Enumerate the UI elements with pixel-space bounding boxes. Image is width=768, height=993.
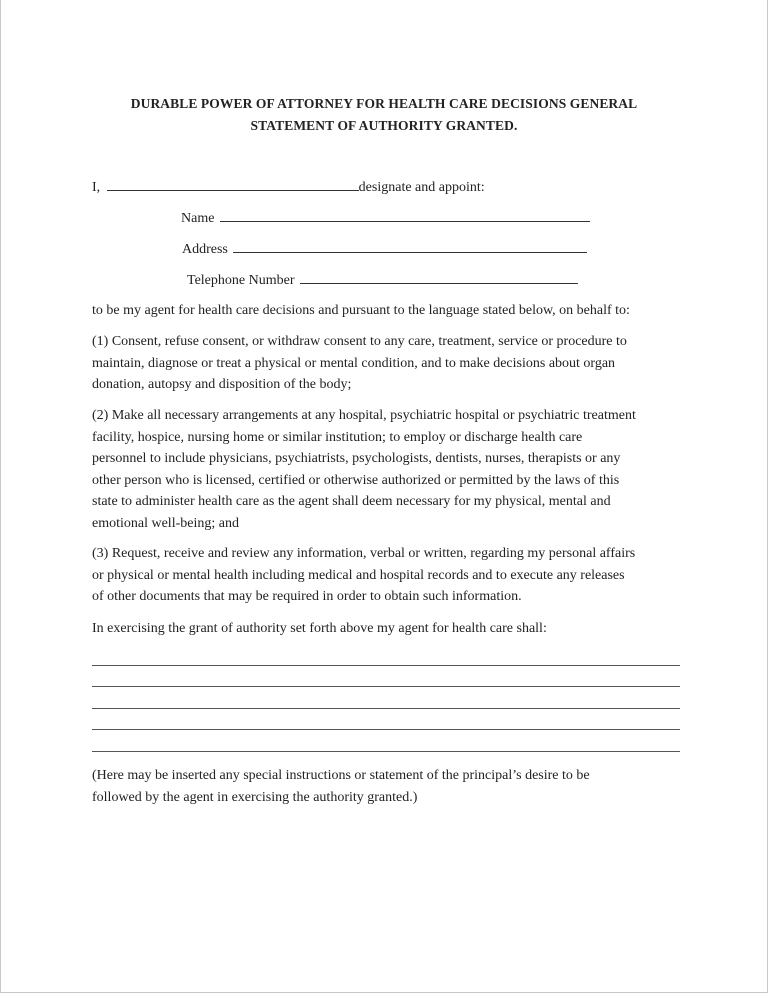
title-line-1: DURABLE POWER OF ATTORNEY FOR HEALTH CARE DECISIONS GENERAL — [130, 96, 638, 111]
instruction-line-5[interactable] — [92, 751, 680, 752]
instruction-line-1[interactable] — [92, 665, 680, 666]
clause-1-line: maintain, diagnose or treat a physical or mental condition, and to make decisions about organ — [92, 355, 616, 371]
intro-paragraph — [92, 300, 692, 322]
instruction-line-4[interactable] — [92, 729, 680, 730]
clause-1 — [92, 331, 692, 396]
title-line-2: STATEMENT OF AUTHORITY GRANTED. — [250, 118, 518, 133]
agent-name-label: Name — [181, 211, 215, 226]
instruction-line-2[interactable] — [92, 686, 680, 687]
clause-2-line: facility, hospice, nursing home or similar institution; to employ or discharge health care — [92, 429, 583, 445]
designation-suffix: designate and appoint: — [358, 180, 485, 195]
clause-2 — [92, 405, 692, 534]
designation-prefix: I, — [92, 180, 101, 195]
agent-address-label: Address — [182, 242, 228, 257]
clause-2-line: (2) Make all necessary arrangements at any hospital, psychiatric hospital or psychiatric treatment — [92, 408, 636, 423]
note-line: (Here may be inserted any special instructions or statement of the principal’s desire to be — [92, 768, 590, 783]
principal-name-field[interactable] — [107, 178, 359, 191]
clause-3-line: (3) Request, receive and review any information, verbal or written, regarding my personal affairs — [92, 546, 636, 561]
clause-2-line: other person who is licensed, certified or otherwise authorized or permitted by the laws of this — [92, 472, 620, 488]
agent-telephone-label: Telephone Number — [187, 273, 295, 288]
intro-text: to be my agent for health care decisions and pursuant to the language stated below, on behalf to: — [92, 303, 630, 318]
agent-telephone-row — [187, 271, 578, 289]
clause-1-line: donation, autopsy and disposition of the body; — [92, 377, 352, 392]
document-title — [1, 93, 767, 137]
clause-3 — [92, 543, 692, 608]
clause-2-line: emotional well-being; and — [92, 515, 239, 531]
special-instructions-note — [92, 765, 692, 808]
agent-address-field[interactable] — [233, 240, 587, 253]
designation-line — [92, 178, 485, 196]
agent-address-row — [182, 240, 587, 258]
clause-2-line: state to administer health care as the agent shall deem necessary for my physical, mental and — [92, 494, 611, 509]
note-line: followed by the agent in exercising the authority granted.) — [92, 789, 418, 805]
clause-3-line: of other documents that may be required in order to obtain such information. — [92, 589, 522, 604]
agent-name-row — [181, 209, 590, 227]
clause-2-line: personnel to include physicians, psychiatrists, psychologists, dentists, nurses, therapists or any — [92, 451, 621, 466]
agent-name-field[interactable] — [220, 209, 590, 222]
agent-telephone-field[interactable] — [300, 271, 578, 284]
instruction-line-3[interactable] — [92, 708, 680, 709]
clause-1-line: (1) Consent, refuse consent, or withdraw consent to any care, treatment, service or procedure to — [92, 334, 627, 349]
clause-3-line: or physical or mental health including medical and hospital records and to execute any releases — [92, 567, 625, 583]
exercise-statement — [92, 618, 692, 640]
exercise-statement-text: In exercising the grant of authority set forth above my agent for health care shall: — [92, 621, 547, 636]
